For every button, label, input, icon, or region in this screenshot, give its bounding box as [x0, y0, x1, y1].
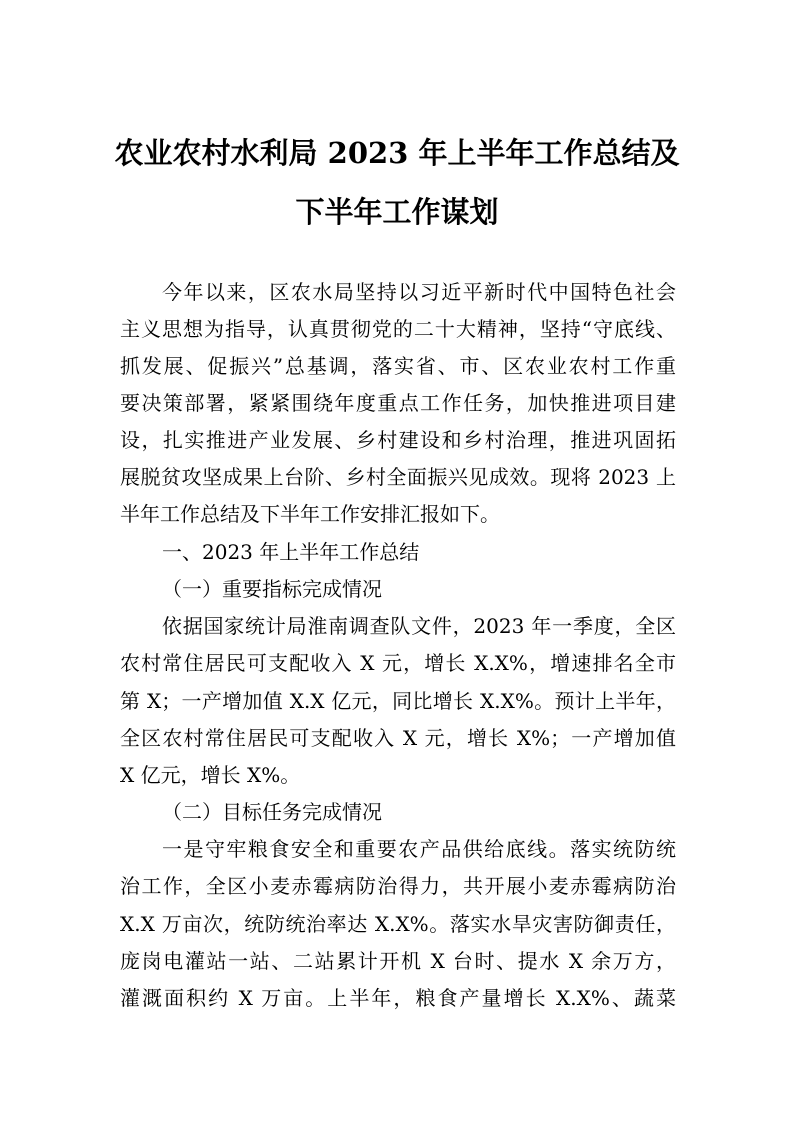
paragraph-line: 农村常住居民可支配收入 X 元，增长 X.X%，增速排名全市	[120, 651, 676, 675]
document-title-line-2: 下半年工作谋划	[295, 195, 499, 229]
paragraph-line: 要决策部署，紧紧围绕年度重点工作任务，加快推进项目建	[120, 391, 676, 415]
paragraph-line: 灌溉面积约 X 万亩。上半年，粮食产量增长 X.X%、蔬菜	[120, 986, 676, 1010]
paragraph-line: 一是守牢粮食安全和重要农产品供给底线。落实统防统	[162, 837, 676, 861]
paragraph-line: 庞岗电灌站一站、二站累计开机 X 台时、提水 X 余万方，	[120, 949, 676, 973]
paragraph-line: X 亿元，增长 X%。	[120, 763, 301, 787]
paragraph-line: 今年以来，区农水局坚持以习近平新时代中国特色社会	[162, 280, 676, 304]
subsection-heading: （一）重要指标完成情况	[162, 577, 382, 601]
paragraph-line: 全区农村常住居民可支配收入 X 元，增长 X%；一产增加值	[120, 726, 676, 750]
paragraph-line: 主义思想为指导，认真贯彻党的二十大精神，坚持“守底线、	[120, 317, 676, 341]
paragraph-line: X.X 万亩次，统防统治率达 X.X%。落实水旱灾害防御责任，	[120, 912, 676, 936]
subsection-heading: （二）目标任务完成情况	[162, 800, 382, 824]
section-heading: 一、2023 年上半年工作总结	[162, 540, 420, 564]
document-title-line-1: 农业农村水利局 2023 年上半年工作总结及	[114, 136, 680, 170]
paragraph-line: 设，扎实推进产业发展、乡村建设和乡村治理，推进巩固拓	[120, 428, 676, 452]
paragraph-line: 展脱贫攻坚成果上台阶、乡村全面振兴见成效。现将 2023 上	[120, 465, 676, 489]
paragraph-line: 半年工作总结及下半年工作安排汇报如下。	[120, 502, 500, 526]
paragraph-line: 治工作，全区小麦赤霉病防治得力，共开展小麦赤霉病防治	[120, 874, 676, 898]
paragraph-line: 抓发展、促振兴”总基调，落实省、市、区农业农村工作重	[120, 354, 676, 378]
paragraph-line: 第 X；一产增加值 X.X 亿元，同比增长 X.X%。预计上半年，	[120, 689, 676, 713]
paragraph-line: 依据国家统计局淮南调查队文件，2023 年一季度，全区	[162, 614, 676, 638]
